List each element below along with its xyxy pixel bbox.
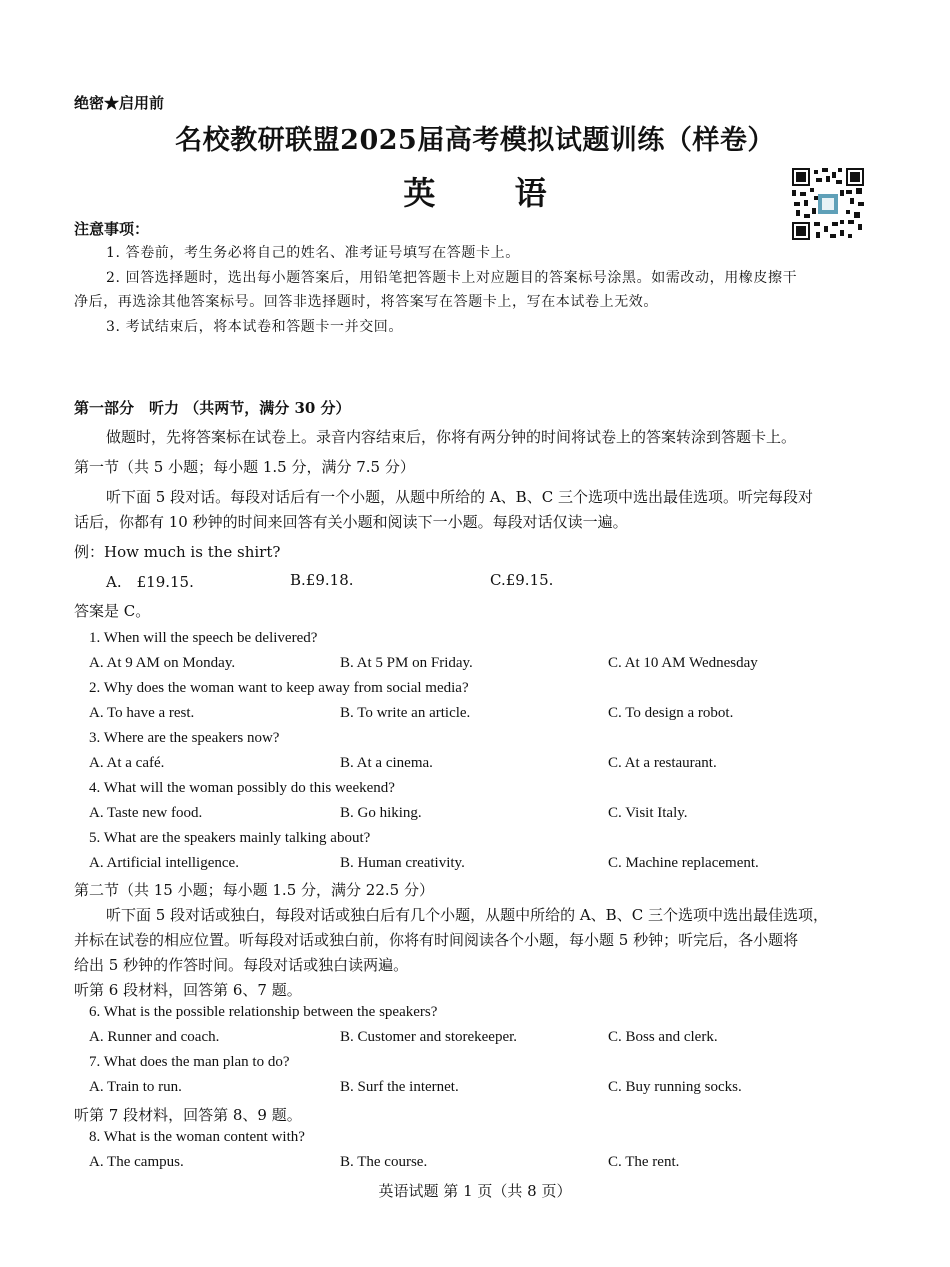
question-5-option-c: C. Machine replacement. xyxy=(608,855,759,871)
section1-heading: 第一节（共 5 小题；每小题 1.5 分，满分 7.5 分） xyxy=(74,458,415,476)
part1-heading: 第一部分 听力 （共两节，满分 30 分） xyxy=(74,399,351,417)
part1-intro: 做题时，先将答案标在试卷上。录音内容结束后，你将有两分钟的时间将试卷上的答案转涂到答题卡上。 xyxy=(106,428,797,446)
notice-line-1: 1. 答卷前，考生务必将自己的姓名、准考证号填写在答题卡上。 xyxy=(106,245,520,261)
question-8-option-a: A. The campus. xyxy=(89,1154,184,1170)
example-option-a: A. £19.15. xyxy=(106,573,194,591)
material-6-note: 听第 6 段材料，回答第 6、7 题。 xyxy=(74,981,302,999)
example-option-b: B.£9.18. xyxy=(290,571,354,589)
question-1-option-b: B. At 5 PM on Friday. xyxy=(340,655,473,671)
question-4-option-b: B. Go hiking. xyxy=(340,805,422,821)
question-2-option-c: C. To design a robot. xyxy=(608,705,734,721)
question-5: 5. What are the speakers mainly talking about? xyxy=(89,830,371,846)
question-6-option-c: C. Boss and clerk. xyxy=(608,1029,718,1045)
page-footer: 英语试题 第 1 页（共 8 页） xyxy=(378,1182,572,1200)
question-8-option-b: B. The course. xyxy=(340,1154,428,1170)
notice-line-2b: 净后，再选涂其他答案标号。回答非选择题时，将答案写在答题卡上，写在本试卷上无效。 xyxy=(74,294,658,310)
section2-heading: 第二节（共 15 小题；每小题 1.5 分，满分 22.5 分） xyxy=(74,881,434,899)
exam-title: 名校教研联盟2025届高考模拟试题训练（样卷） xyxy=(175,125,775,156)
example-answer: 答案是 C。 xyxy=(74,602,151,620)
section2-instruction-a: 听下面 5 段对话或独白，每段对话或独白后有几个小题，从题中所给的 A、B、C 三个选项中选出最佳选项， xyxy=(106,906,828,924)
question-2-option-a: A. To have a rest. xyxy=(89,705,195,721)
question-5-option-a: A. Artificial intelligence. xyxy=(89,855,239,871)
material-7-note: 听第 7 段材料，回答第 8、9 题。 xyxy=(74,1106,302,1124)
example-question: 例：How much is the shirt? xyxy=(74,543,281,561)
question-6-option-b: B. Customer and storekeeper. xyxy=(340,1029,518,1045)
question-6-option-a: A. Runner and coach. xyxy=(89,1029,220,1045)
question-7: 7. What does the man plan to do? xyxy=(89,1054,290,1070)
qr-code-icon xyxy=(792,168,864,240)
question-3-option-c: C. At a restaurant. xyxy=(608,755,717,771)
question-1: 1. When will the speech be delivered? xyxy=(89,630,318,646)
question-7-option-a: A. Train to run. xyxy=(89,1079,182,1095)
question-4-option-a: A. Taste new food. xyxy=(89,805,203,821)
question-3-option-a: A. At a café. xyxy=(89,755,165,771)
confidential-label: 绝密★启用前 xyxy=(74,94,165,112)
question-2: 2. Why does the woman want to keep away from social media? xyxy=(89,680,469,696)
section2-instruction-c: 给出 5 秒钟的作答时间。每段对话或独白读两遍。 xyxy=(74,956,409,974)
notice-line-3: 3. 考试结束后，将本试卷和答题卡一并交回。 xyxy=(106,319,404,335)
question-3-option-b: B. At a cinema. xyxy=(340,755,433,771)
question-5-option-b: B. Human creativity. xyxy=(340,855,465,871)
section2-instruction-b: 并标在试卷的相应位置。听每段对话或独白前，你将有时间阅读各个小题，每小题 5 秒钟；听完后，各小题将 xyxy=(74,931,799,949)
question-8-option-c: C. The rent. xyxy=(608,1154,680,1170)
question-4: 4. What will the woman possibly do this weekend? xyxy=(89,780,395,796)
question-1-option-c: C. At 10 AM Wednesday xyxy=(608,655,758,671)
question-6: 6. What is the possible relationship between the speakers? xyxy=(89,1004,438,1020)
example-option-c: C.£9.15. xyxy=(490,571,554,589)
question-1-option-a: A. At 9 AM on Monday. xyxy=(89,655,236,671)
notice-heading: 注意事项： xyxy=(74,220,150,238)
question-8: 8. What is the woman content with? xyxy=(89,1129,305,1145)
question-7-option-c: C. Buy running socks. xyxy=(608,1079,742,1095)
section1-instruction-a: 听下面 5 段对话。每段对话后有一个小题，从题中所给的 A、B、C 三个选项中选出最佳选项。听完每段对 xyxy=(106,488,813,506)
question-4-option-c: C. Visit Italy. xyxy=(608,805,688,821)
subject-title: 英 语 xyxy=(403,174,581,212)
question-2-option-b: B. To write an article. xyxy=(340,705,471,721)
question-7-option-b: B. Surf the internet. xyxy=(340,1079,459,1095)
notice-line-2a: 2. 回答选择题时，选出每小题答案后，用铅笔把答题卡上对应题目的答案标号涂黑。如需改动，用橡皮擦干 xyxy=(106,270,798,286)
question-3: 3. Where are the speakers now? xyxy=(89,730,280,746)
section1-instruction-b: 话后，你都有 10 秒钟的时间来回答有关小题和阅读下一小题。每段对话仅读一遍。 xyxy=(74,513,628,531)
